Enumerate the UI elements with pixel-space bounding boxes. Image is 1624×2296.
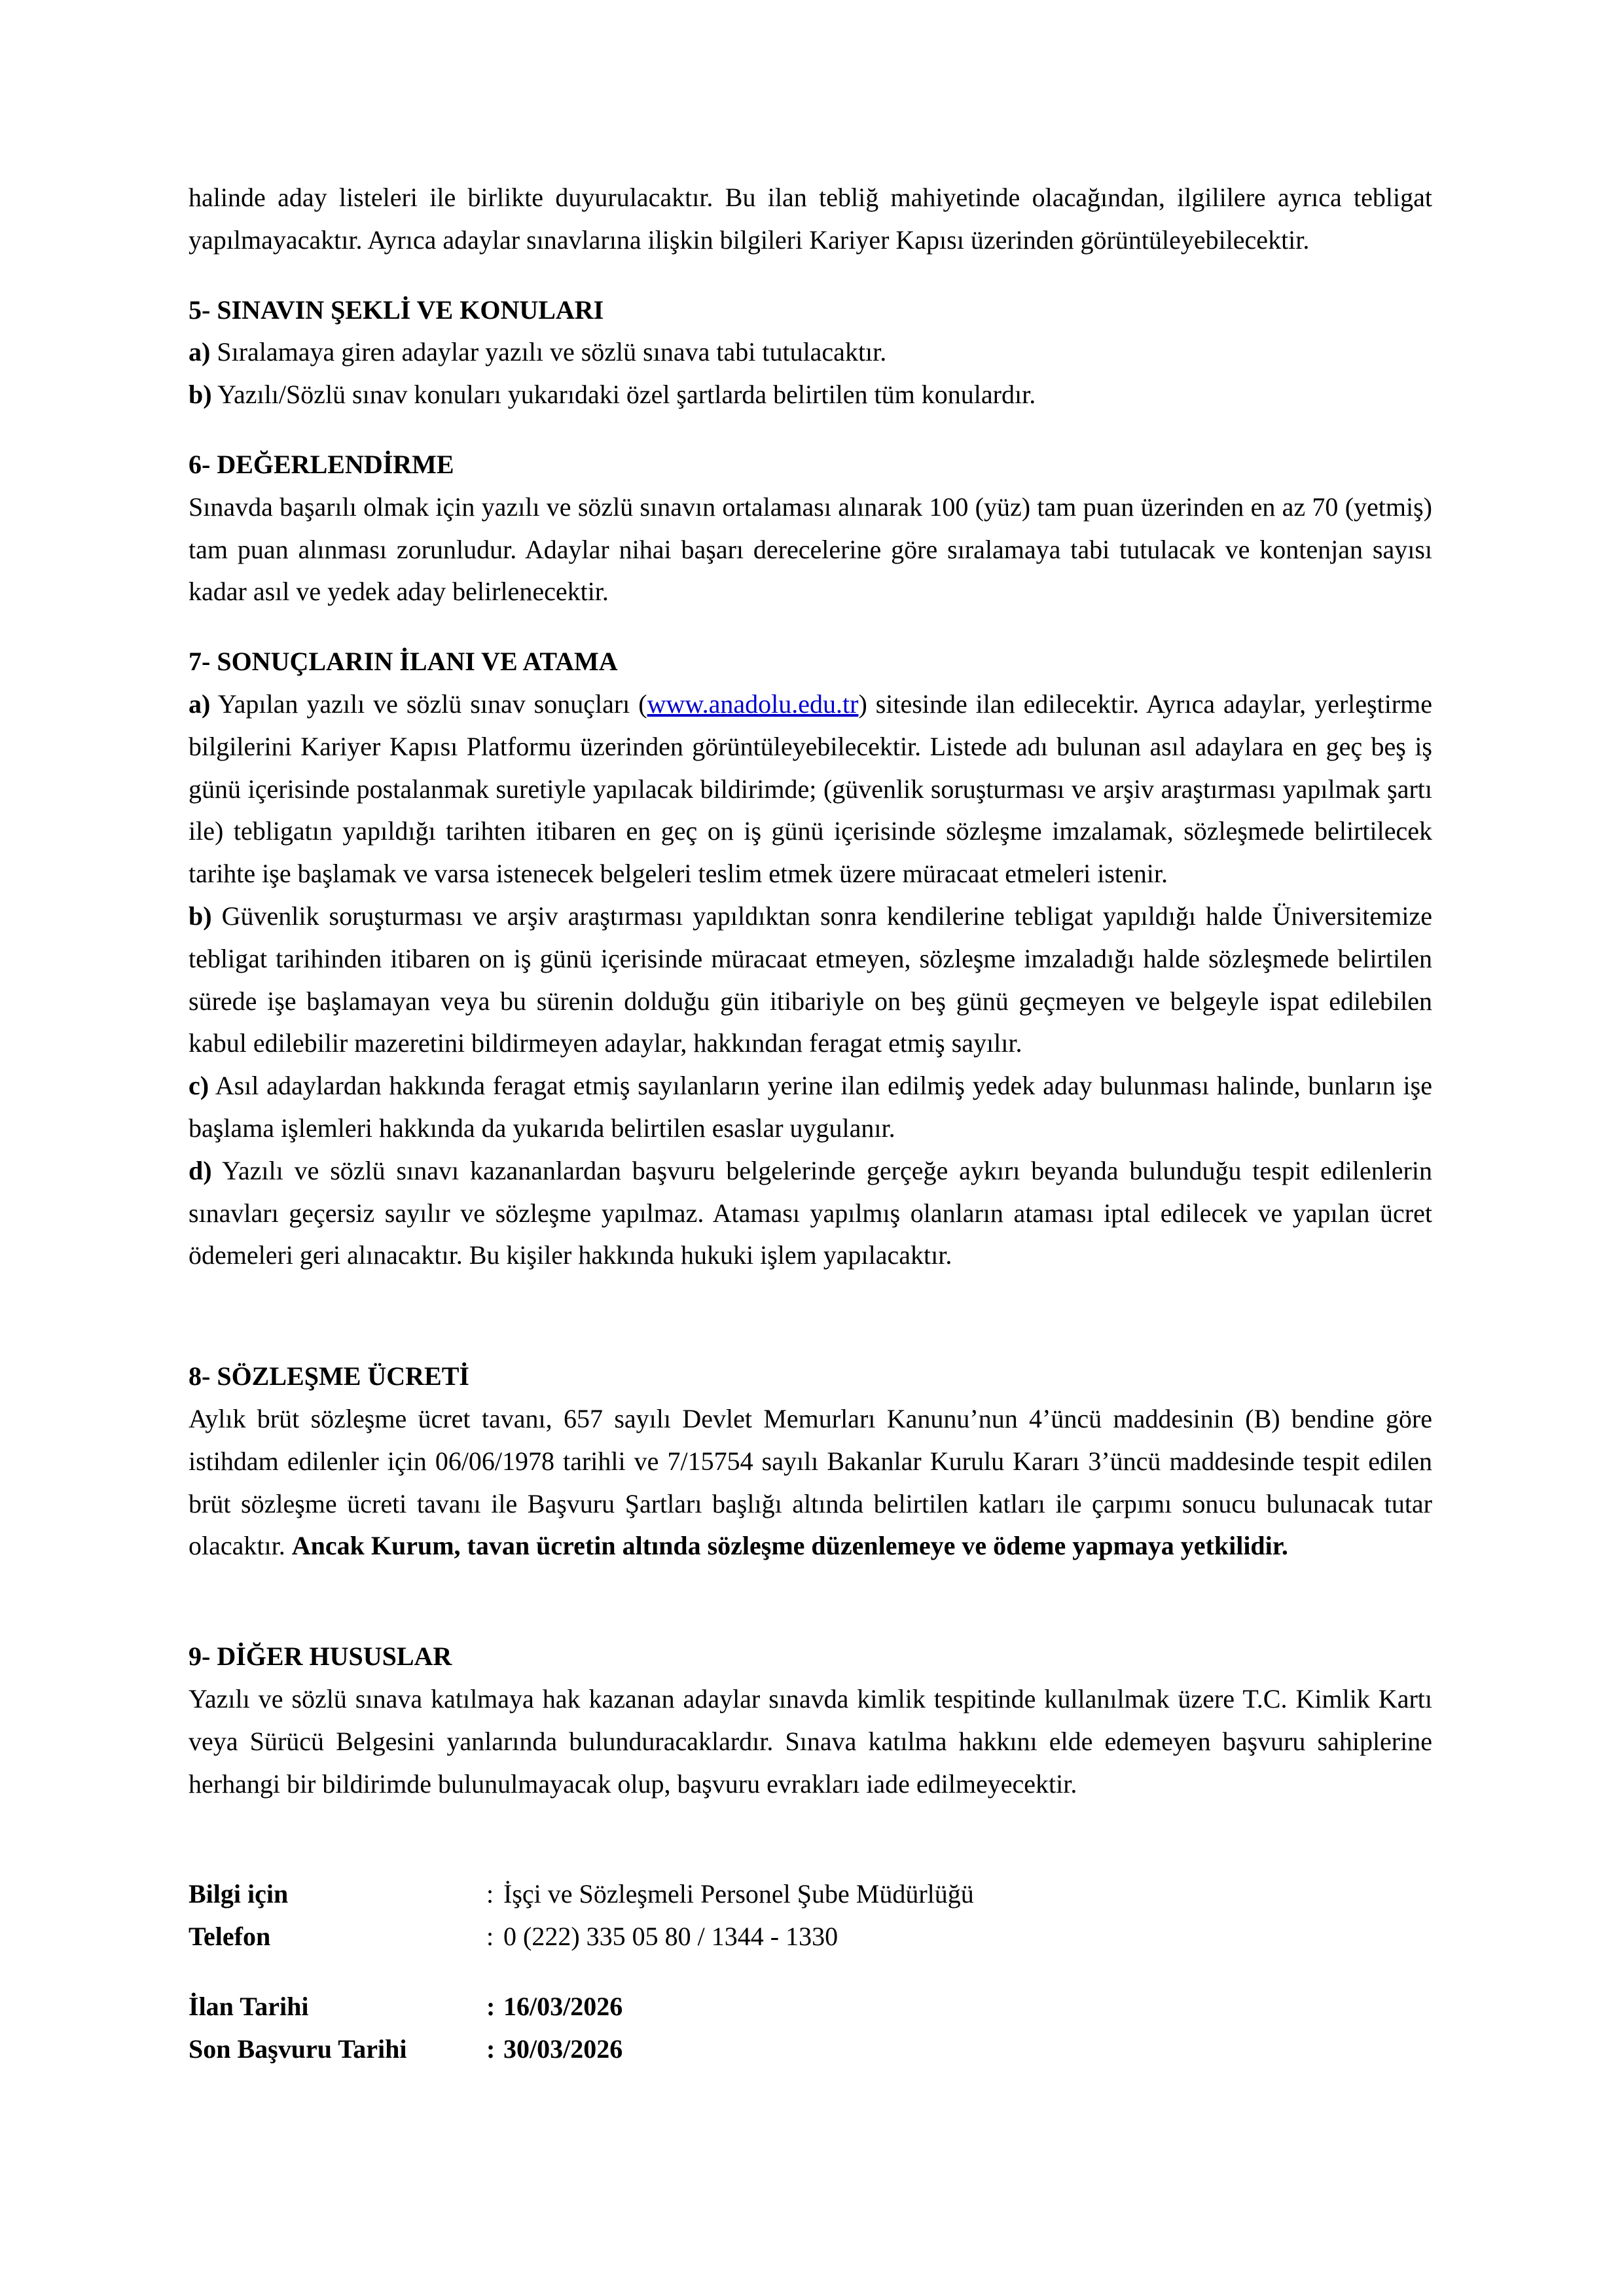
section-7-item-b [189,895,1432,1065]
date-label-ilan-tarihi: İlan Tarihi [189,1991,309,2021]
section-5-item-a [189,331,1432,374]
contact-value-text: 0 (222) 335 05 80 / 1344 - 1330 [503,1922,839,1952]
colon-separator: : [486,1879,494,1909]
spacer [189,1568,1432,1636]
list-marker-b: b) [189,380,212,410]
section-6-heading: 6- DEĞERLENDİRME [189,449,454,479]
contact-info-table [189,1873,974,1958]
section-9-body: Yazılı ve sözlü sınava katılmaya hak kazanan adaylar sınavda kimlik tespitinde kullanılmak üzere T.C. Kimlik Kartı veya Sürücü Belgesini yanlarında bulunduracaklardır. Sınava katılma hakkını elde edemeyen başvuru sahiplerine herhangi bir bildirimde bulunulmayacak olup, başvuru evrakları iade edilmeyecektir. [189,1683,1432,1799]
colon-separator: : [486,1922,494,1952]
list-marker-d: d) [189,1155,212,1185]
spacer [189,1277,1432,1355]
section-8-heading: 8- SÖZLEŞME ÜCRETİ [189,1361,469,1391]
contact-label-bilgi-icin: Bilgi için [189,1879,289,1909]
spacer [189,1805,1432,1873]
date-value-text: 30/03/2026 [503,2034,623,2064]
list-marker-a: a) [189,337,211,367]
section-7-item-c [189,1065,1432,1150]
section-8-body [189,1398,1432,1568]
intro-paragraph: halinde aday listeleri ile birlikte duyurulacaktır. Bu ilan tebliğ mahiyetinde olacağından, ilgililere ayrıca tebligat yapılmayacaktır. Ayrıca adaylar sınavlarına ilişkin bilgileri Kariyer Kapısı üzerinden görüntüleyebilecektir. [189,183,1432,255]
list-text-a: Sıralamaya giren adaylar yazılı ve sözlü sınava tabi tutulacaktır. [210,337,887,367]
contact-row-info [189,1873,974,1916]
document-body [189,177,1432,2070]
list-text-a-before-link: Yapılan yazılı ve sözlü sınav sonuçları ( [210,689,647,719]
section-6-body: Sınavda başarılı olmak için yazılı ve sözlü sınavın ortalaması alınarak 100 (yüz) tam puan üzerinden en az 70 (yetmiş) tam puan alınması zorunludur. Adaylar nihai başarı derecelerine göre sıralamaya tabi tutulacak ve kontenjan sayısı kadar asıl ve yedek aday belirlenecektir. [189,492,1432,607]
list-text-b: Güvenlik soruşturması ve arşiv araştırması yapıldıktan sonra kendilerine tebligat yapıldığı halde Üniversitemize tebligat tarihinden itibaren on iş günü içerisinde müracaat etmeyen, sözleşme imzaladığı halde sözleşmede belirtilen sürede işe başlamayan veya bu sürenin dolduğu gün itibariyle on beş günü geçmeyen ve belgeyle ispat edilebilen kabul edilebilir mazeretini bildirmeyen adaylar, hakkından feragat etmiş sayılır. [189,901,1432,1058]
spacer [189,262,1432,289]
contact-row-telefon [189,1916,974,1958]
section-5-item-b [189,374,1432,416]
spacer [189,416,1432,444]
date-value-ilan-tarihi [486,1986,623,2028]
contact-value-bilgi-icin [486,1873,974,1916]
date-row-ilan-tarihi [189,1986,623,2028]
anadolu-website-link[interactable]: www.anadolu.edu.tr [647,689,859,719]
list-text-d: Yazılı ve sözlü sınavı kazananlardan başvuru belgelerinde gerçeğe aykırı beyanda bulunduğu tespit edilenlerin sınavları geçersiz sayılır ve sözleşme yapılmaz. Ataması yapılmış olanların ataması iptal edilecek ve yapılan ücret ödemeleri geri alınacaktır. Bu kişiler hakkında hukuki işlem yapılacaktır. [189,1155,1432,1270]
spacer [189,1958,1432,1986]
list-marker-c: c) [189,1071,209,1101]
spacer [189,613,1432,641]
list-marker-a: a) [189,689,211,719]
list-marker-b: b) [189,901,212,931]
dates-table [189,1986,623,2071]
colon-separator: : [486,1991,496,2021]
date-label-son-basvuru-tarihi: Son Başvuru Tarihi [189,2034,407,2064]
list-text-c: Asıl adaylardan hakkında feragat etmiş sayılanların yerine ilan edilmiş yedek aday bulunması halinde, bunların işe başlama işlemleri hakkında da yukarıda belirtilen esaslar uygulanır. [189,1071,1432,1143]
contact-value-text: İşçi ve Sözleşmeli Personel Şube Müdürlüğü [503,1879,974,1909]
contact-label-telefon: Telefon [189,1922,271,1952]
section-7-item-d [189,1150,1432,1277]
section-8-body-bold: Ancak Kurum, tavan ücretin altında sözleşme düzenlemeye ve ödeme yapmaya yetkilidir. [291,1531,1288,1561]
section-7-heading: 7- SONUÇLARIN İLANI VE ATAMA [189,647,618,677]
colon-separator: : [486,2034,496,2064]
section-9-heading: 9- DİĞER HUSUSLAR [189,1641,452,1672]
list-text-a-after-link: ) sitesinde ilan edilecektir. Ayrıca adaylar, yerleştirme bilgilerini Kariyer Kapısı Platformu üzerinden görüntüleyebilecektir. Listede adı bulunan asıl adaylara en geç beş iş günü içerisinde postalanmak suretiyle yapılacak bildirimde; (güvenlik soruşturması ve arşiv araştırması yapılmak şartı ile) tebligatın yapıldığı tarihten itibaren en geç on iş günü içerisinde sözleşme imzalamak, sözleşmede belirtilecek tarihte işe başlamak ve varsa istenecek belgeleri teslim etmek üzere müracaat etmeleri istenir. [189,689,1432,889]
section-8-body-regular: Aylık brüt sözleşme ücret tavanı, 657 sayılı Devlet Memurları Kanunu’nun 4’üncü maddesinin (B) bendine göre istihdam edilenler için 06/06/1978 tarihli ve 7/15754 sayılı Bakanlar Kurulu Kararı 3’üncü maddesinde tespit edilen brüt sözleşme ücreti tavanı ile Başvuru Şartları başlığı altında belirtilen katları ile çarpımı sonucu bulunacak tutar olacaktır. [189,1403,1432,1561]
date-value-text: 16/03/2026 [503,1991,623,2021]
section-5-heading: 5- SINAVIN ŞEKLİ VE KONULARI [189,295,604,325]
list-text-b: Yazılı/Sözlü sınav konuları yukarıdaki özel şartlarda belirtilen tüm konulardır. [211,380,1036,410]
section-7-item-a [189,683,1432,895]
date-row-son-basvuru-tarihi [189,2028,623,2071]
contact-value-telefon [486,1916,974,1958]
date-value-son-basvuru-tarihi [486,2028,623,2071]
